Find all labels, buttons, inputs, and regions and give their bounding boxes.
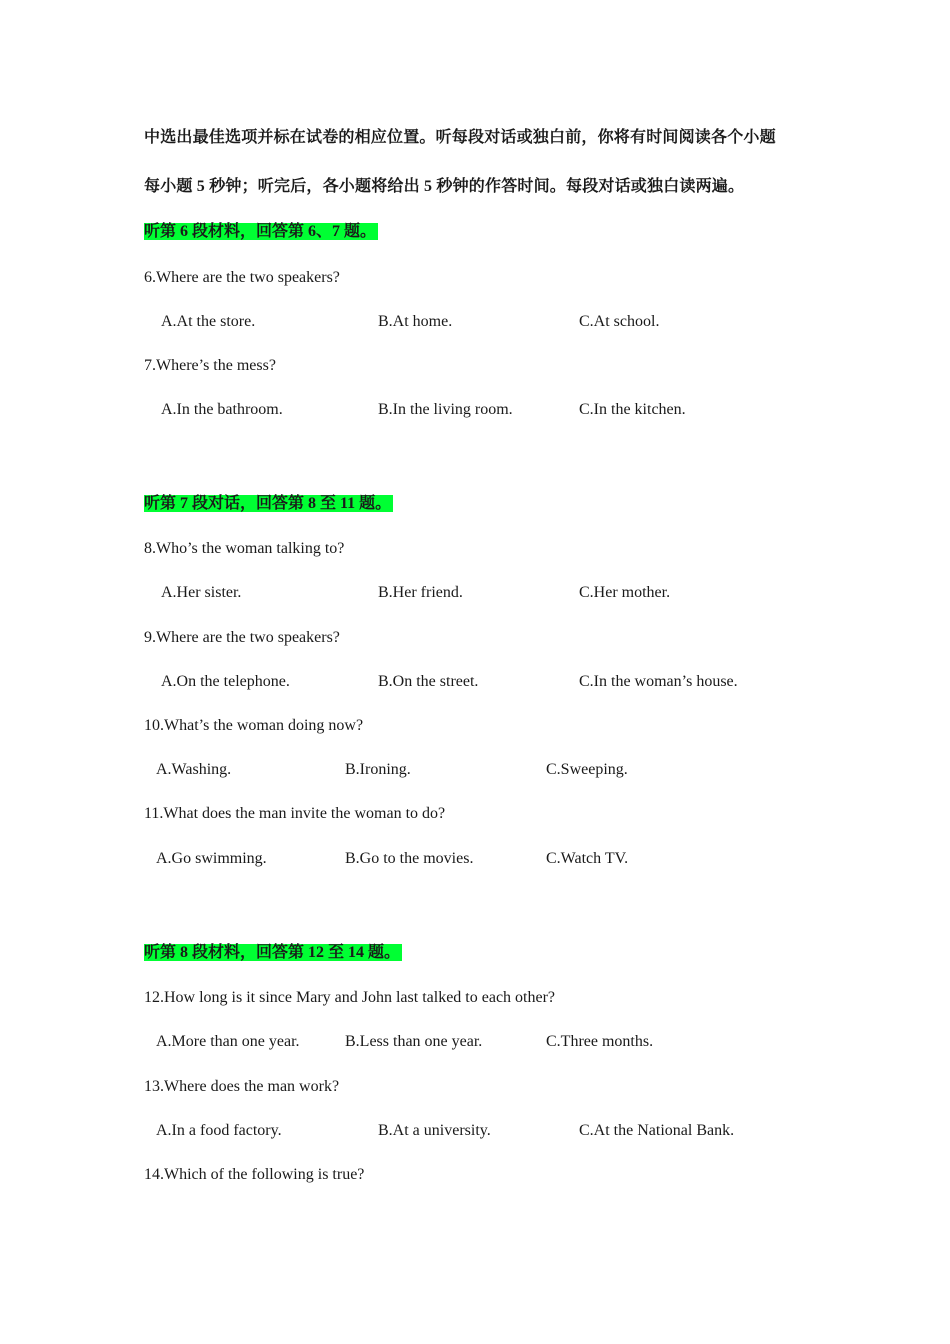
section-heading-3: 听第 8 段材料，回答第 12 至 14 题。 <box>144 944 401 961</box>
option-10c: C.Sweeping. <box>546 761 628 778</box>
option-12b: B.Less than one year. <box>345 1033 483 1050</box>
option-8c: C.Her mother. <box>579 584 671 601</box>
question-6: 6.Where are the two speakers? <box>144 269 340 286</box>
option-8b: B.Her friend. <box>378 584 463 601</box>
option-11b: B.Go to the movies. <box>345 850 474 867</box>
option-8a: A.Her sister. <box>161 584 242 601</box>
option-10a: A.Washing. <box>156 761 232 778</box>
option-6c: C.At school. <box>579 313 660 330</box>
option-11c: C.Watch TV. <box>546 850 629 867</box>
option-7b: B.In the living room. <box>378 401 513 418</box>
section-heading-1: 听第 6 段材料，回答第 6、7 题。 <box>144 223 377 240</box>
option-10b: B.Ironing. <box>345 761 411 778</box>
option-11a: A.Go swimming. <box>156 850 267 867</box>
option-6b: B.At home. <box>378 313 453 330</box>
option-9c: C.In the woman’s house. <box>579 673 738 690</box>
question-13: 13.Where does the man work? <box>144 1078 340 1095</box>
question-8: 8.Who’s the woman talking to? <box>144 540 345 557</box>
option-7c: C.In the kitchen. <box>579 401 686 418</box>
option-7a: A.In the bathroom. <box>161 401 283 418</box>
question-7: 7.Where’s the mess? <box>144 357 276 374</box>
intro-line-2: 每小题 5 秒钟；听完后，各小题将给出 5 秒钟的作答时间。每段对话或独白读两遍。 <box>144 178 745 195</box>
option-6a: A.At the store. <box>161 313 256 330</box>
option-13b: B.At a university. <box>378 1122 491 1139</box>
section-heading-2: 听第 7 段对话，回答第 8 至 11 题。 <box>144 495 392 512</box>
question-9: 9.Where are the two speakers? <box>144 629 340 646</box>
option-13c: C.At the National Bank. <box>579 1122 735 1139</box>
question-10: 10.What’s the woman doing now? <box>144 717 364 734</box>
option-12c: C.Three months. <box>546 1033 654 1050</box>
question-12: 12.How long is it since Mary and John last talked to each other? <box>144 989 556 1006</box>
option-13a: A.In a food factory. <box>156 1122 282 1139</box>
question-11: 11.What does the man invite the woman to do? <box>144 805 446 822</box>
option-9a: A.On the telephone. <box>161 673 290 690</box>
option-9b: B.On the street. <box>378 673 479 690</box>
question-14: 14.Which of the following is true? <box>144 1166 365 1183</box>
option-12a: A.More than one year. <box>156 1033 300 1050</box>
intro-line-1: 中选出最佳选项并标在试卷的相应位置。听每段对话或独白前，你将有时间阅读各个小题 <box>144 129 776 146</box>
